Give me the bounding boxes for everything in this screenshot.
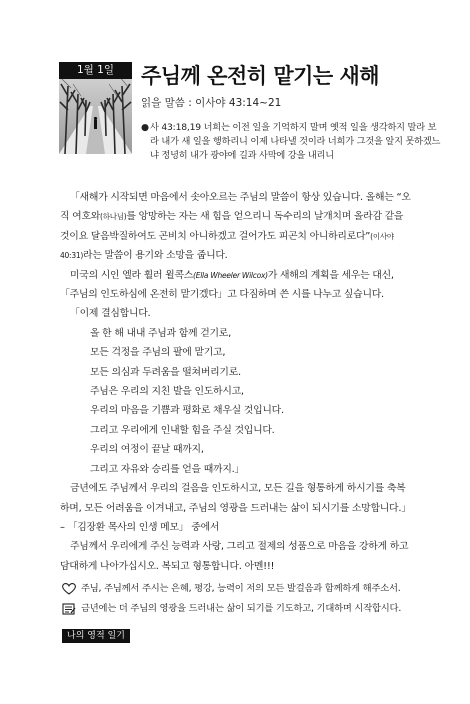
- resolution-line: [62, 599, 422, 619]
- poem: [60, 304, 412, 479]
- reference: (이사야 40:31): [60, 231, 394, 261]
- poem-line: 그리고 자유와 승리를 얻을 때까지.」: [90, 463, 245, 475]
- notepad-icon: [62, 603, 76, 615]
- poem-line: 주님은 우리의 지친 발을 인도하시고,: [90, 386, 244, 398]
- paragraph-1: 「새해가 시작되면 마음에서 솟아오르는 주님의 말씀이 항상 있습니다. 올해는 “오직 여호와(하나님)를 앙망하는 자는 새 힘을 얻으리니 독수리의 날개치며 올라감 같을 것이요 달음박질하여도 곤비치 아니하겠고 걸어가도 피곤치 아니하리로다”(이사야 40:31)라는 말씀이 용기와 소망을 줍니다.: [60, 192, 411, 262]
- poem-line: 우리의 마음을 기쁨과 평화로 채우실 것입니다.: [90, 405, 284, 417]
- resolution-text: 금년에는 더 주님의 영광을 드러내는 삶이 되기를 기도하고, 기대하며 시작합시다.: [81, 603, 402, 614]
- poem-line: 우리의 여정이 끝날 때까지,: [90, 444, 204, 456]
- key-verse: [141, 121, 441, 163]
- paragraph-2: 미국의 시인 엘라 휠러 윌콕스(Ella Wheeler Wilcox)가 새해의 계획을 세우는 대신, 「주님의 인도하심에 온전히 맡기겠다」고 다짐하며 쓴 시를 나누고 싶습니다.: [60, 269, 394, 301]
- poem-line: 올 한 해 내내 주님과 함께 걷기로,: [90, 327, 231, 339]
- scripture-reading: 읽을 말씀 : 이사야 43:14~21: [141, 97, 282, 109]
- annotation: (하나님): [100, 212, 127, 222]
- bullet-icon: ●: [141, 122, 149, 133]
- poem-line: 「이제 결심합니다.: [70, 308, 151, 320]
- heart-outline-icon: [62, 583, 76, 595]
- date-label: 1월 1일: [59, 62, 132, 79]
- winter-road-image: [59, 66, 132, 154]
- spiritual-journal-label: 나의 영적 일기: [62, 629, 130, 643]
- poem-line: 모든 걱정을 주님의 팔에 맡기고,: [90, 347, 226, 359]
- paragraph-4: 주님께서 우리에게 주신 능력과 사랑, 그리고 절제의 성품으로 마음을 강하게 하고 담대하게 나아가십시오. 복되고 형통합니다. 아멘!!!: [60, 541, 409, 572]
- winter-road-photo: [59, 66, 132, 154]
- poem-line: 모든 의심과 두려움을 떨쳐버리기로.: [90, 366, 241, 378]
- prayer-text: 주님, 주님께서 주시는 은혜, 평강, 능력이 저의 모든 발걸음과 함께하게 해주소서.: [81, 583, 401, 594]
- prayer-line: [62, 579, 422, 599]
- prayer-section: [62, 579, 422, 619]
- poet-name-en: (Ella Wheeler Wilcox): [193, 270, 268, 280]
- devotional-body: [60, 188, 412, 576]
- page-title: 주님께 온전히 맡기는 새해: [141, 64, 380, 88]
- key-verse-text: 사 43:18,19 너희는 이전 일을 기억하지 말며 옛적 일을 생각하지 말라 보라 내가 새 일을 행하리니 이제 나타낼 것이라 너희가 그것을 알지 못하겠느냐 정녕히 내가 광야에 길과 사막에 강을 내리니: [150, 122, 441, 161]
- paragraph-3: 금년에도 주님께서 우리의 걸음을 인도하시고, 모든 길을 형통하게 하시기를 축복하며, 모든 어려움을 이겨내고, 주님의 영광을 드러내는 삶이 되시기를 소망합니다.」 – 「김장환 목사의 인생 메모」 중에서: [60, 483, 411, 533]
- poem-line: 그리고 우리에게 인내할 힘을 주실 것입니다.: [90, 424, 275, 436]
